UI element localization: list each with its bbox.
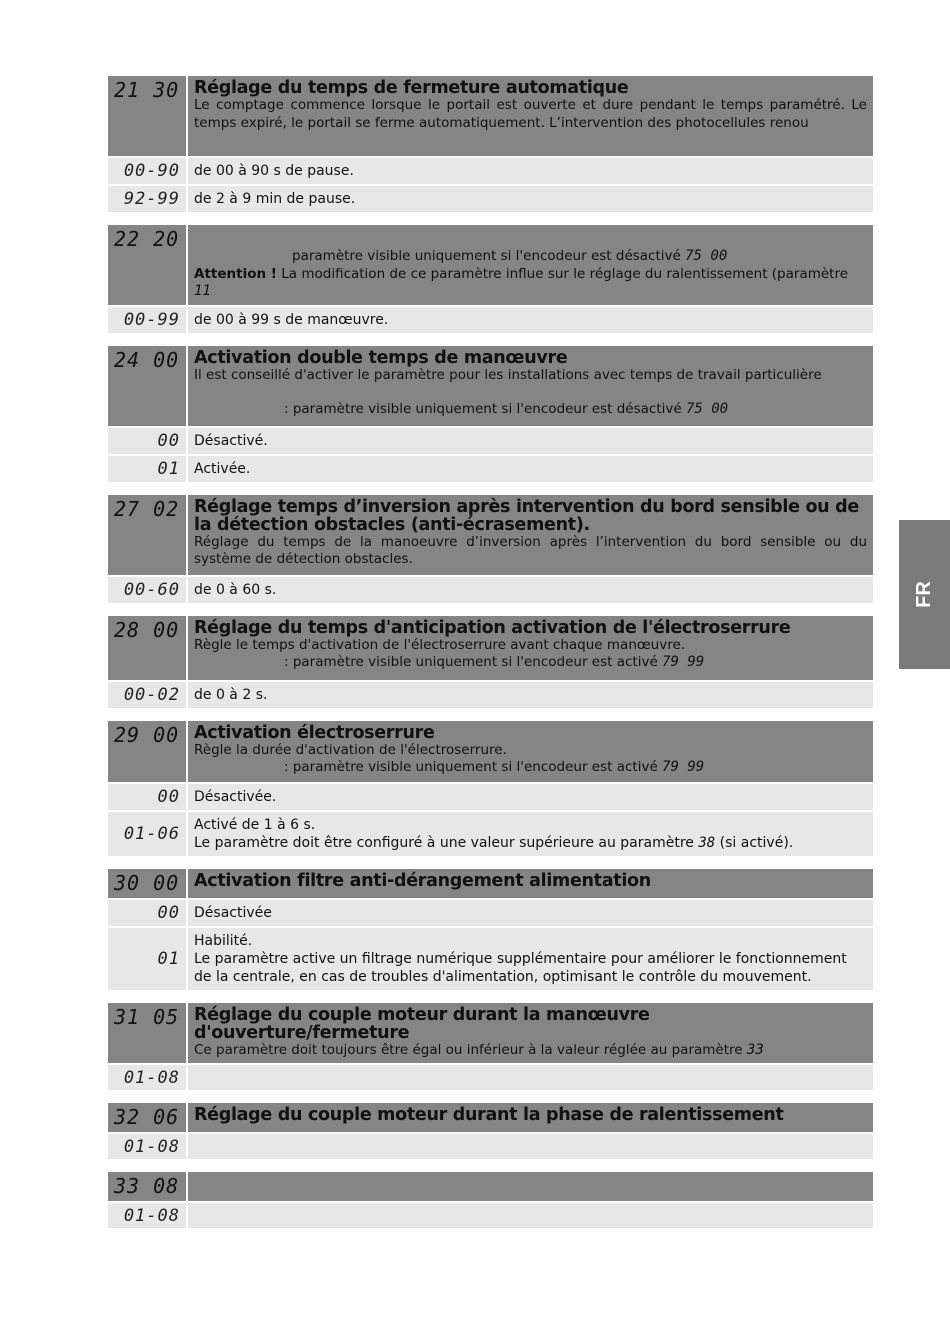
- value-text: [188, 928, 873, 990]
- desc-display-value: 33: [746, 1041, 764, 1058]
- value-code: 01: [108, 456, 188, 482]
- param-block-3000: [108, 869, 873, 990]
- value-code: 00: [108, 428, 188, 454]
- value-text: de 2 à 9 min de pause.: [194, 191, 356, 207]
- value-text: [188, 1134, 873, 1159]
- value-row: [108, 682, 873, 708]
- value-row: [108, 784, 873, 810]
- param-code: 22 20: [108, 225, 188, 305]
- value-text: [188, 1065, 873, 1090]
- param-block-3308: [108, 1172, 873, 1228]
- parameter-table: [108, 76, 873, 1241]
- param-block-3105: [108, 1003, 873, 1091]
- param-title: Activation électroserrure: [194, 722, 435, 743]
- value-row: [108, 1065, 873, 1090]
- value-text: Activée.: [194, 460, 251, 477]
- attention-label: Attention !: [194, 265, 277, 282]
- value-text-line: [194, 834, 867, 852]
- note-display-value: 75 00: [685, 401, 729, 417]
- param-header: [108, 1103, 873, 1132]
- param-title: Réglage temps d’inversion après intervention du bord sensible ou de la détection obstacles (anti-écrasement).: [194, 496, 859, 535]
- note-display-value: 75 00: [685, 248, 728, 264]
- param-note: [194, 248, 867, 266]
- value-note: Le paramètre doit être configuré à une valeur supérieure au paramètre: [194, 834, 694, 851]
- param-title: Activation filtre anti-dérangement alimentation: [194, 870, 651, 891]
- param-code: 31 05: [108, 1003, 188, 1064]
- value-row: [108, 900, 873, 926]
- param-description: Règle le temps d'activation de l'électroserrure avant chaque manœuvre.: [194, 636, 686, 653]
- param-block-2400: [108, 346, 873, 482]
- desc-text: Ce paramètre doit toujours être égal ou inférieur à la valeur réglée au paramètre: [194, 1041, 743, 1058]
- note-text: paramètre visible uniquement si l'encodeur est désactivé: [292, 248, 681, 264]
- value-row: [108, 158, 873, 184]
- param-code: 30 00: [108, 869, 188, 898]
- value-code: 01-08: [108, 1065, 188, 1090]
- param-note: [194, 401, 867, 419]
- param-title: Réglage du couple moteur durant la manœuvre d'ouverture/fermeture: [194, 1004, 650, 1043]
- param-block-2130: [108, 76, 873, 212]
- param-block-2220: [108, 225, 873, 333]
- value-code: 00: [108, 900, 188, 926]
- value-code: 92-99: [108, 186, 188, 212]
- param-code: 32 06: [108, 1103, 188, 1132]
- param-code: 27 02: [108, 495, 188, 575]
- value-note-end: (si activé).: [719, 834, 794, 851]
- param-description: Il est conseillé d'activer le paramètre pour les installations avec temps de travail particulière: [194, 366, 822, 383]
- param-header: [108, 346, 873, 426]
- note-text: : paramètre visible uniquement si l'encodeur est activé: [284, 759, 658, 775]
- param-title: Réglage du temps d'anticipation activation de l'électroserrure: [194, 617, 791, 638]
- param-attention: [194, 266, 867, 301]
- value-text: de 0 à 2 s.: [194, 686, 268, 703]
- param-description: Le comptage commence lorsque le portail est ouverte et dure pendant le temps paramétré. Le temps expiré, le portail se ferme automatiquement. L’intervention des photocellules renou: [194, 97, 867, 131]
- value-code: 01-08: [108, 1203, 188, 1228]
- value-code: 00: [108, 784, 188, 810]
- value-row: [108, 577, 873, 603]
- value-text: [188, 812, 873, 856]
- language-label: FR: [912, 581, 935, 608]
- param-header: [108, 1172, 873, 1201]
- param-description: Réglage du temps de la manoeuvre d’inversion après l’intervention du bord sensible ou du système de détection obstacles.: [194, 533, 867, 567]
- value-code: 00-02: [108, 682, 188, 708]
- param-note: [194, 759, 867, 777]
- value-code: 01-06: [108, 812, 188, 856]
- param-code: 21 30: [108, 76, 188, 156]
- value-note: Le paramètre active un filtrage numérique supplémentaire pour améliorer le fonctionnement de la centrale, en cas de troubles d'alimentation, optimisant le contrôle du mouvement.: [194, 950, 847, 985]
- param-note: [194, 654, 867, 672]
- param-header: [108, 76, 873, 156]
- value-row: [108, 428, 873, 454]
- param-description: Règle la durée d'activation de l'électroserrure.: [194, 741, 507, 758]
- value-text-line: Activé de 1 à 6 s.: [194, 816, 316, 833]
- value-code: 00-99: [108, 307, 188, 333]
- param-title: Réglage du temps de fermeture automatique: [194, 78, 629, 98]
- param-header: [108, 225, 873, 305]
- value-row: [108, 928, 873, 990]
- value-text: Désactivée: [194, 904, 272, 921]
- value-code: 01-08: [108, 1134, 188, 1159]
- param-block-3206: [108, 1103, 873, 1159]
- value-code: 00-90: [108, 158, 188, 184]
- value-display-value: 38: [698, 834, 716, 851]
- value-text: Désactivé.: [194, 432, 268, 449]
- param-code: 28 00: [108, 616, 188, 680]
- param-title: Activation double temps de manœuvre: [194, 347, 568, 368]
- param-description: [194, 1042, 867, 1060]
- value-row: [108, 307, 873, 333]
- value-text: Désactivée.: [194, 788, 277, 805]
- value-text-line: Habilité.: [194, 932, 253, 949]
- param-header: [108, 869, 873, 898]
- value-code: 00-60: [108, 577, 188, 603]
- value-text: de 00 à 90 s de pause.: [194, 163, 354, 179]
- attention-display-value: 11: [194, 283, 211, 299]
- value-row: [108, 1134, 873, 1159]
- param-header: [108, 495, 873, 575]
- note-text: : paramètre visible uniquement si l'encodeur est activé: [284, 654, 658, 670]
- param-header: [108, 1003, 873, 1064]
- param-title: Réglage du couple moteur durant la phase de ralentissement: [194, 1105, 784, 1125]
- note-display-value: 79 99: [662, 654, 705, 670]
- param-code: 29 00: [108, 721, 188, 782]
- value-code: 01: [108, 928, 188, 990]
- param-block-2900: [108, 721, 873, 856]
- note-display-value: 79 99: [662, 759, 705, 775]
- value-row: [108, 1203, 873, 1228]
- param-block-2702: [108, 495, 873, 603]
- param-header: [108, 721, 873, 782]
- value-text: de 00 à 99 s de manœuvre.: [194, 311, 389, 328]
- value-text: [188, 1203, 873, 1228]
- value-row: [108, 186, 873, 212]
- value-text: de 0 à 60 s.: [194, 581, 277, 598]
- param-code: 24 00: [108, 346, 188, 426]
- value-row: [108, 456, 873, 482]
- note-text: : paramètre visible uniquement si l'encodeur est désactivé: [284, 401, 682, 417]
- param-block-2800: [108, 616, 873, 708]
- param-code: 33 08: [108, 1172, 188, 1201]
- param-header: [108, 616, 873, 680]
- value-row: [108, 812, 873, 856]
- language-tab: [899, 520, 950, 669]
- attention-text: La modification de ce paramètre influe sur le réglage du ralentissement (paramètre: [281, 265, 849, 282]
